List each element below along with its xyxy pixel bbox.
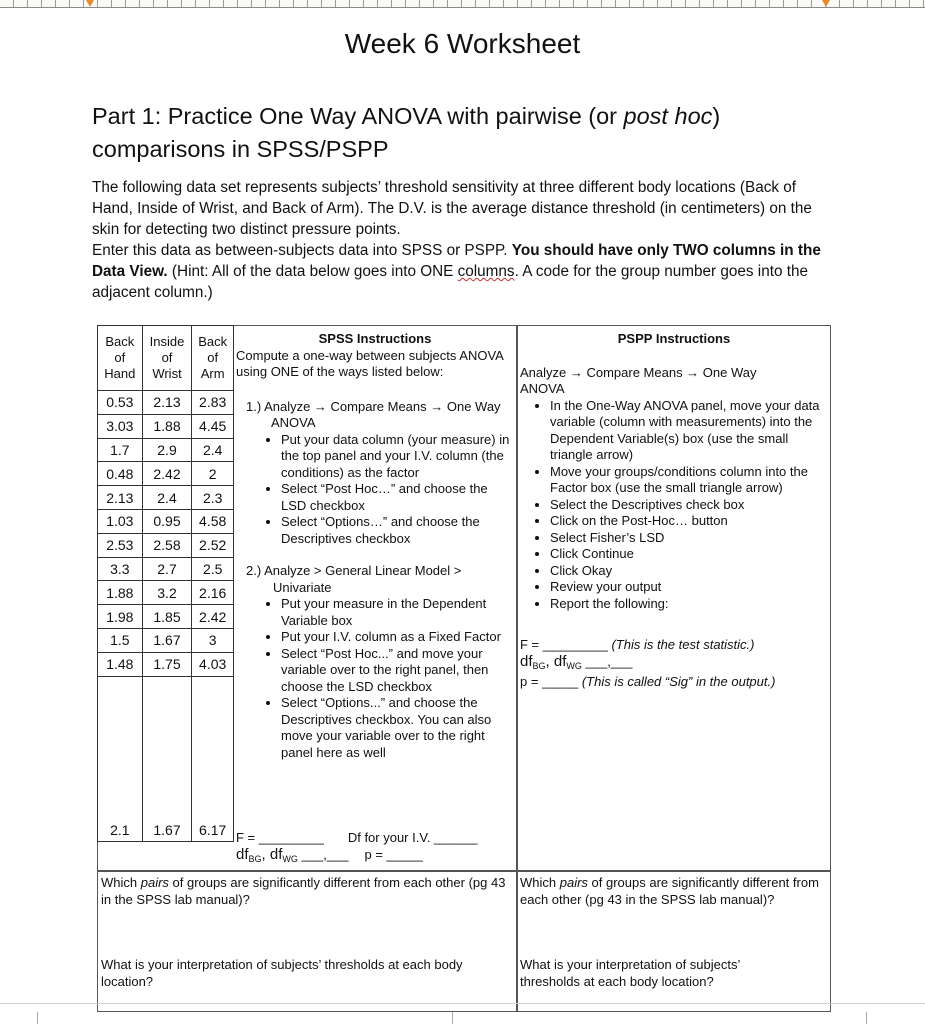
text: of groups are significantly different from each other (pg 43 in the SPSS lab manual)? xyxy=(101,875,506,907)
table-cell[interactable]: 1.75 xyxy=(142,652,192,676)
page-margin-mark xyxy=(866,1012,867,1024)
instructions-paragraph xyxy=(92,240,837,303)
pairs-question-spss[interactable] xyxy=(101,875,511,908)
table-cell[interactable]: 2.42 xyxy=(142,462,192,486)
pspp-instructions: PSPP Instructions Analyze → Compare Means → One Way ANOVA • In the One-Way ANOVA panel, move your data variable (column with measurements) into the Dependent Variable(s) box (use the small triangle arrow) • Move your groups/conditions column into the Factor box (use the small triangle arrow) • Select the Descriptives check box • Click on the Post-Hoc… button • Select Fisher’s LSD • Click Continue • Click Okay • Review your output • Report the following: F = _________ (This is the test statistic.) $df_{BG}$, $df_{WG}$ ___,___ p = _____ (This is called “Sig” in the output.) xyxy=(520,331,828,691)
column-header xyxy=(98,326,143,391)
table-cell[interactable]: 2.16 xyxy=(192,581,234,605)
table-cell[interactable]: 2 xyxy=(192,462,234,486)
table-cell[interactable]: 1.03 xyxy=(98,509,143,533)
table-cell[interactable]: 2.5 xyxy=(192,557,234,581)
list-item: • Select the Descriptives check box xyxy=(550,497,828,514)
table-row xyxy=(98,628,234,652)
df-blanks[interactable]: ___,___ xyxy=(297,846,349,862)
text: Enter this data as between-subjects data into SPSS or PSPP. xyxy=(92,242,512,259)
spss-instructions xyxy=(236,331,514,761)
table-cell[interactable]: 1.88 xyxy=(142,414,192,438)
df-label: df xyxy=(236,845,249,863)
italic-text: pairs xyxy=(559,875,588,890)
text: Which xyxy=(520,875,560,890)
table-row xyxy=(98,557,234,581)
document-title: Week 6 Worksheet xyxy=(344,28,581,59)
table-row xyxy=(98,605,234,629)
list-item: • Click Continue xyxy=(550,546,828,563)
table-cell[interactable]: 2.4 xyxy=(192,438,234,462)
list-item: • Put your data column (your measure) in the top panel and your I.V. column (the conditions) as the factor xyxy=(281,432,514,482)
p-value-blank[interactable]: p = _____ xyxy=(364,846,423,862)
df-label: df xyxy=(520,652,533,670)
text: Which xyxy=(101,875,141,890)
table-cell[interactable]: 1.88 xyxy=(98,581,143,605)
table-cell[interactable]: 1.5 xyxy=(98,628,143,652)
list-item: • Select Fisher’s LSD xyxy=(550,530,828,547)
page-margin-mark xyxy=(452,1012,453,1024)
page-break-line xyxy=(0,1003,925,1004)
left-indent-marker-icon[interactable] xyxy=(86,0,94,7)
df-iv-blank[interactable]: Df for your I.V. ______ xyxy=(347,830,478,845)
table-cell[interactable]: 2.4 xyxy=(142,486,192,510)
f-value-blank[interactable]: F = _________ xyxy=(236,830,324,845)
df-subscript: WG xyxy=(566,660,582,671)
df-subscript: WG xyxy=(282,853,298,864)
list-item: • Select “Post Hoc…” and choose the LSD checkbox xyxy=(281,481,514,514)
pspp-bullets xyxy=(520,398,828,613)
text: . A code for the group number goes into the adjacent column.) xyxy=(92,263,808,301)
table-row xyxy=(98,652,234,676)
column-header-word: Wrist xyxy=(152,366,182,381)
list-item: • Select “Post Hoc...” and move your variable over to the right panel, then choose the LSD checkbox xyxy=(281,646,514,696)
table-row xyxy=(98,462,234,486)
part-heading-suffix: ) comparisons in SPSS/PSPP xyxy=(92,103,721,162)
column-header-word: of xyxy=(161,350,173,365)
spss-intro: Compute a one-way between subjects ANOVA using ONE of the ways listed below: xyxy=(236,347,504,379)
interpretation-question-spss[interactable]: What is your interpretation of subjects’ thresholds at each body location? xyxy=(101,957,463,989)
pairs-question-pspp[interactable] xyxy=(520,875,825,908)
table-row xyxy=(98,486,234,510)
table-row xyxy=(98,438,234,462)
table-cell[interactable]: 2.52 xyxy=(192,533,234,557)
list-item: • Click on the Post-Hoc… button xyxy=(550,513,828,530)
p-note: (This is called “Sig” in the output.) xyxy=(581,674,776,689)
table-cell[interactable]: 1.67 xyxy=(142,628,192,652)
table-header-row xyxy=(98,326,234,391)
table-cell[interactable]: 2.13 xyxy=(142,391,192,415)
table-cell[interactable]: 0.95 xyxy=(142,509,192,533)
table-cell[interactable]: 3 xyxy=(192,628,234,652)
column-header-word: Hand xyxy=(104,366,136,381)
table-cell[interactable]: 3.2 xyxy=(142,581,192,605)
table-cell[interactable]: 2.7 xyxy=(142,557,192,581)
spss-way-2-bullets xyxy=(246,596,514,761)
table-cell[interactable]: 6.17 xyxy=(192,676,234,841)
table-row xyxy=(98,414,234,438)
df-subscript: BG xyxy=(532,660,546,671)
table-cell[interactable]: 1.48 xyxy=(98,652,143,676)
list-item: • Put your I.V. column as a Fixed Factor xyxy=(281,629,514,646)
intro-text xyxy=(92,177,837,303)
part-heading-text: Part 1: Practice One Way ANOVA with pairwise (or xyxy=(92,103,624,129)
table-cell[interactable]: 4.45 xyxy=(192,414,234,438)
table-cell[interactable]: 2.83 xyxy=(192,391,234,415)
bold-text: You should have only TWO columns in the Data View. xyxy=(92,242,821,280)
list-item: • Report the following: xyxy=(550,596,828,613)
column-header-word: Inside xyxy=(149,334,185,349)
table-cell[interactable]: 4.03 xyxy=(192,652,234,676)
spss-way-2 xyxy=(236,563,514,761)
column-header-word: Back xyxy=(198,334,228,349)
table-cell[interactable]: 0.48 xyxy=(98,462,143,486)
horizontal-ruler[interactable] xyxy=(0,0,925,8)
intro-paragraph: The following data set represents subjects’ threshold sensitivity at three different body locations (Back of Hand, Inside of Wrist, and Back of Arm). The D.V. is the average distance threshold (in centimeters) on the skin for detecting two distinct pressure points. xyxy=(92,179,812,238)
table-cell[interactable]: 2.13 xyxy=(98,486,143,510)
table-row xyxy=(98,391,234,415)
column-header-word: Arm xyxy=(200,366,225,381)
list-item: • Select “Options…” and choose the Descriptives checkbox xyxy=(281,514,514,547)
table-row xyxy=(98,676,234,841)
interpretation-question-pspp[interactable]: What is your interpretation of subjects’ thresholds at each body location? xyxy=(520,957,740,989)
right-indent-marker-icon[interactable] xyxy=(822,0,830,7)
list-item: • Click Okay xyxy=(550,563,828,580)
table-row xyxy=(98,533,234,557)
df-blanks[interactable]: ___,___ xyxy=(581,653,633,669)
table-cell[interactable]: 2.9 xyxy=(142,438,192,462)
spellcheck-word[interactable]: columns xyxy=(457,263,515,280)
list-item: • Review your output xyxy=(550,579,828,596)
df-label: df xyxy=(553,652,567,670)
column-header-word: of xyxy=(207,350,219,365)
table-cell[interactable]: 3.3 xyxy=(98,557,143,581)
table-cell[interactable]: 3.03 xyxy=(98,414,143,438)
pspp-path: Analyze → Compare Means → One Way ANOVA xyxy=(520,364,757,396)
table-cell[interactable]: 2.53 xyxy=(98,533,143,557)
text: (Hint: All of the data below goes into ONE xyxy=(167,263,458,280)
spss-heading: SPSS Instructions xyxy=(318,331,432,346)
spss-way-2-path: 2.) Analyze > General Linear Model > Univariate xyxy=(246,563,462,595)
p-value-blank[interactable]: p = _____ xyxy=(520,674,582,689)
list-item: • In the One-Way ANOVA panel, move your data variable (column with measurements) into the Dependent Variable(s) box (use the small triangle arrow) xyxy=(550,398,828,464)
table-cell[interactable]: 0.53 xyxy=(98,391,143,415)
table-cell[interactable]: 1.67 xyxy=(142,676,192,841)
column-header-word: of xyxy=(114,350,126,365)
page-margin-mark xyxy=(37,1012,38,1024)
f-value-blank[interactable]: F = _________ xyxy=(520,637,612,652)
table-cell[interactable]: 4.58 xyxy=(192,509,234,533)
part-heading-italic: post hoc xyxy=(623,103,713,129)
table-cell[interactable]: 2.3 xyxy=(192,486,234,510)
text: of groups are significantly different from each other (pg 43 in the SPSS lab manual)? xyxy=(520,875,819,907)
column-header-word: Back xyxy=(105,334,135,349)
table-cell[interactable]: 1.7 xyxy=(98,438,143,462)
f-note: (This is the test statistic.) xyxy=(611,637,755,652)
list-item: • Put your measure in the Dependent Variable box xyxy=(281,596,514,629)
column-header xyxy=(142,326,192,391)
table-cell[interactable]: 2.58 xyxy=(142,533,192,557)
list-item: • Move your groups/conditions column into the Factor box (use the small triangle arrow) xyxy=(550,464,828,497)
df-subscript: BG xyxy=(248,853,262,864)
table-cell[interactable]: 1.85 xyxy=(142,605,192,629)
table-row xyxy=(98,509,234,533)
table-cell[interactable]: 2.1 xyxy=(98,676,143,841)
data-table xyxy=(97,325,234,842)
list-item: • Select “Options...” and choose the Descriptives checkbox. You can also move your variable over to the right panel here as well xyxy=(281,695,514,761)
spss-way-1-path: 1.) Analyze → Compare Means → One Way ANOVA xyxy=(246,398,501,430)
pspp-heading: PSPP Instructions xyxy=(617,331,731,346)
table-row xyxy=(98,581,234,605)
table-cell[interactable]: 1.98 xyxy=(98,605,143,629)
column-header xyxy=(192,326,234,391)
italic-text: pairs xyxy=(140,875,169,890)
part-heading xyxy=(92,100,812,166)
spss-way-1-bullets xyxy=(246,432,514,548)
df-label: df xyxy=(269,845,283,863)
spss-way-1 xyxy=(236,399,514,548)
table-cell[interactable]: 2.42 xyxy=(192,605,234,629)
spss-report-fields: F = _________ Df for your I.V. ______ $df_{BG}$, $df_{WG}$ ___,___ p = _____ xyxy=(236,830,478,864)
